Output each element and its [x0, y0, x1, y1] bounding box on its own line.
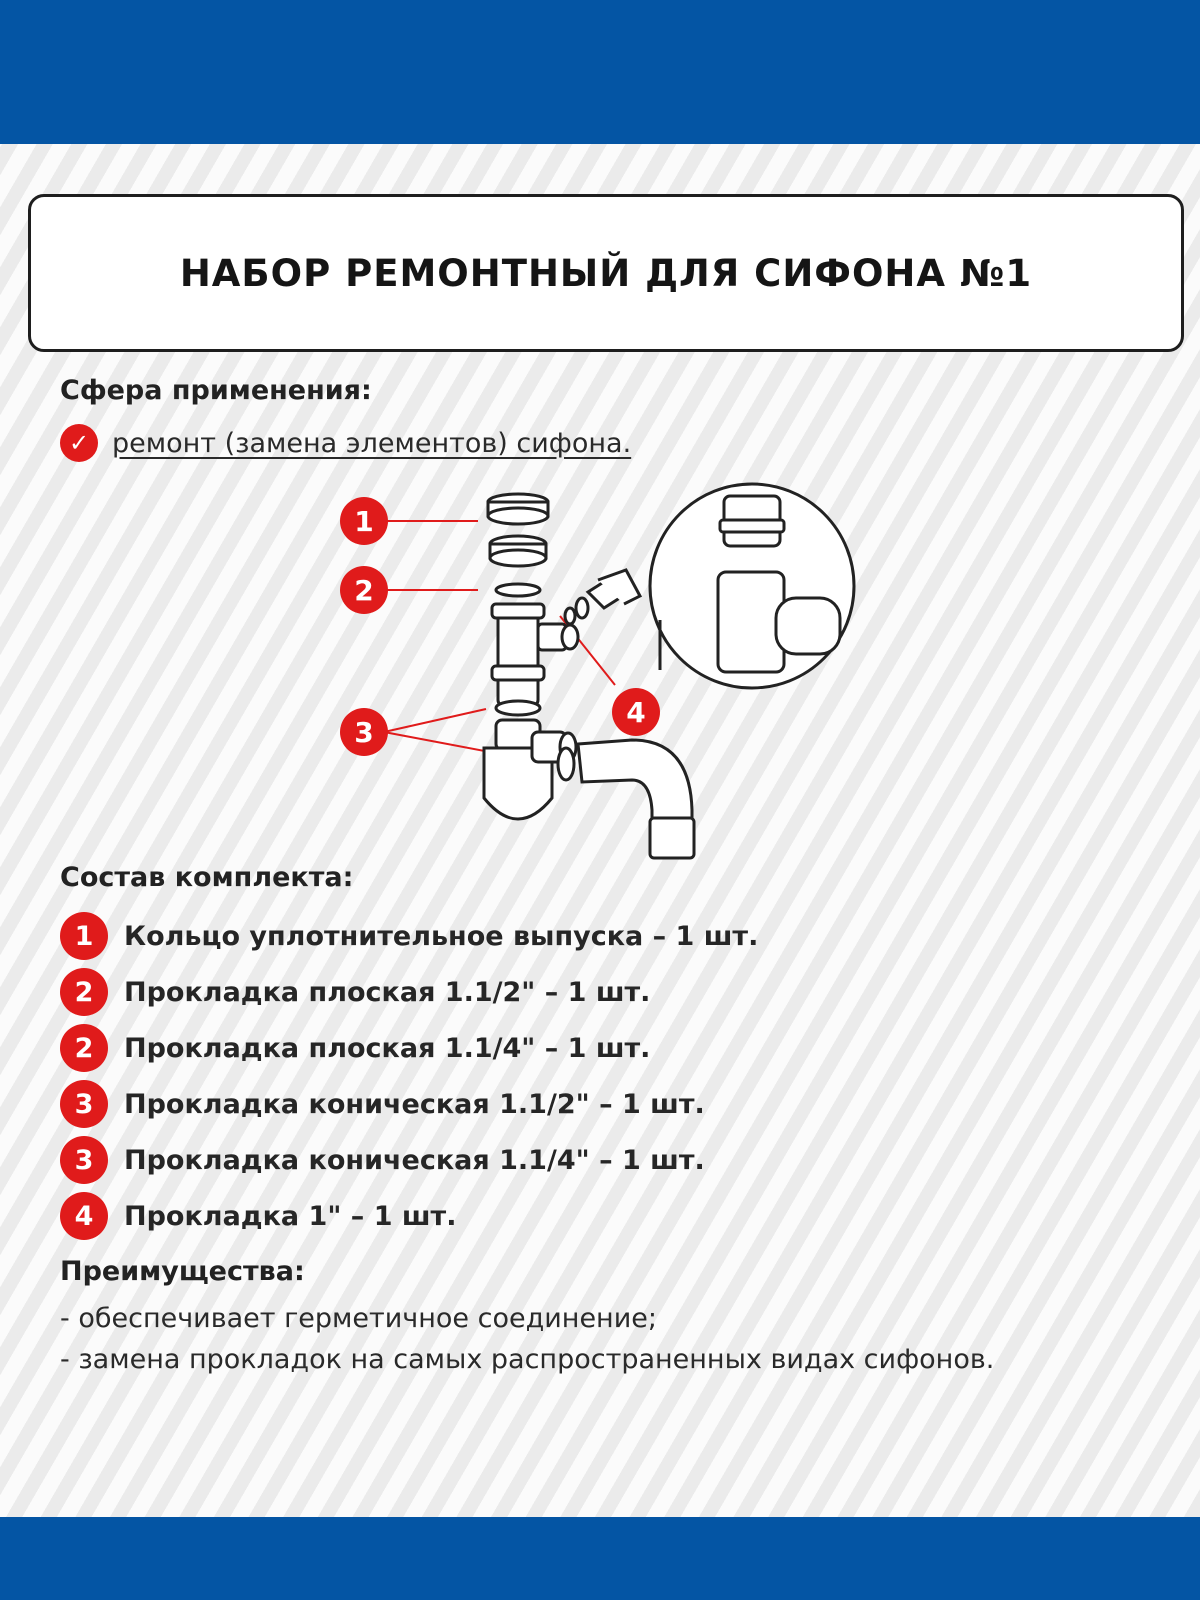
kit-item-number: 3	[60, 1136, 108, 1184]
svg-text:2: 2	[354, 574, 374, 607]
kit-item-number: 2	[60, 1024, 108, 1072]
check-icon: ✓	[60, 424, 98, 462]
kit-item-text: Прокладка коническая 1.1/2" – 1 шт.	[124, 1088, 705, 1120]
scope-item-text: ремонт (замена элементов) сифона.	[112, 427, 632, 459]
kit-item-text: Прокладка коническая 1.1/4" – 1 шт.	[124, 1144, 705, 1176]
advantage-item: - замена прокладок на самых распространенных видах сифонов.	[60, 1344, 995, 1375]
kit-item-text: Прокладка 1" – 1 шт.	[124, 1200, 457, 1232]
kit-item	[60, 1132, 758, 1188]
kit-item-text: Прокладка плоская 1.1/4" – 1 шт.	[124, 1032, 651, 1064]
top-blue-band	[0, 0, 1200, 144]
kit-item	[60, 964, 758, 1020]
kit-heading: Состав комплекта:	[60, 862, 354, 893]
title-box	[28, 194, 1184, 352]
kit-item-number: 1	[60, 912, 108, 960]
kit-item	[60, 1076, 758, 1132]
kit-item	[60, 1020, 758, 1076]
scope-item	[60, 423, 631, 463]
svg-text:1: 1	[354, 505, 374, 538]
kit-item-text: Кольцо уплотнительное выпуска – 1 шт.	[124, 920, 759, 952]
kit-item-text: Прокладка плоская 1.1/2" – 1 шт.	[124, 976, 651, 1008]
kit-item	[60, 1188, 758, 1244]
detail-zoom	[650, 484, 854, 688]
page-title: НАБОР РЕМОНТНЫЙ ДЛЯ СИФОНА №1	[179, 251, 1033, 295]
siphon-diagram	[320, 480, 880, 880]
advantage-item: - обеспечивает герметичное соединение;	[60, 1303, 657, 1334]
kit-list	[60, 908, 758, 1244]
kit-item	[60, 908, 758, 964]
kit-item-number: 3	[60, 1080, 108, 1128]
kit-item-number: 2	[60, 968, 108, 1016]
scope-heading: Сфера применения:	[60, 375, 372, 406]
svg-text:3: 3	[354, 716, 374, 749]
kit-item-number: 4	[60, 1192, 108, 1240]
advantages-heading: Преимущества:	[60, 1256, 305, 1287]
svg-text:4: 4	[626, 696, 646, 729]
bottom-blue-band	[0, 1517, 1200, 1600]
